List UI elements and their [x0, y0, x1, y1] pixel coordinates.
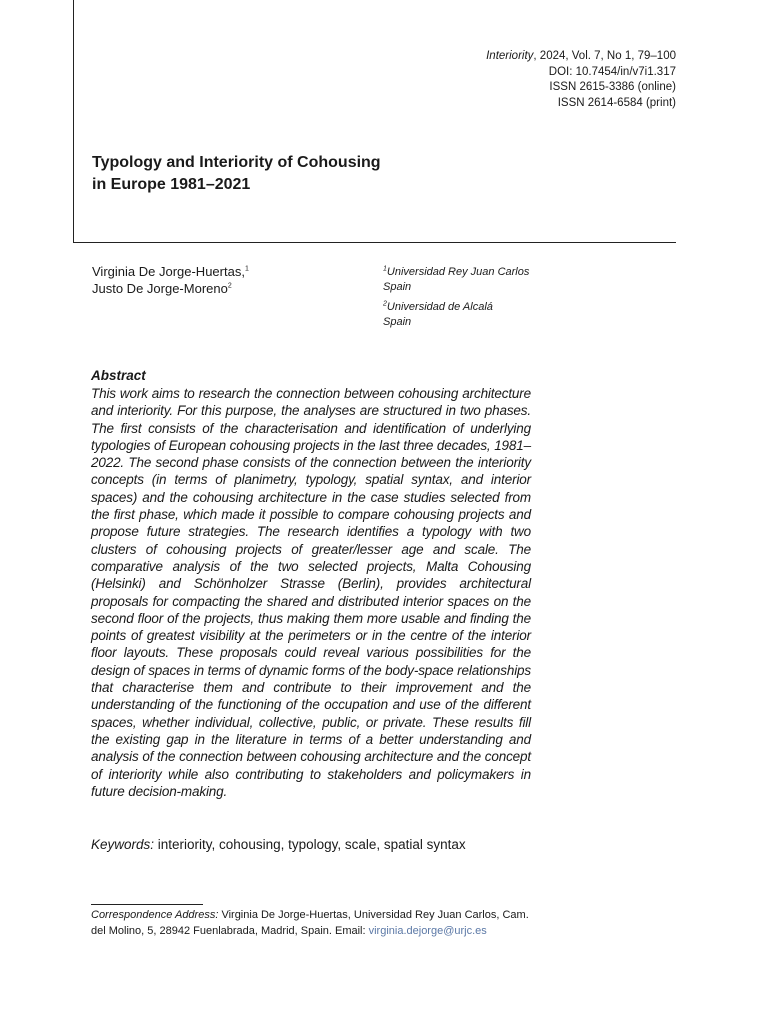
keywords-values: interiority, cohousing, typology, scale, spatial syntax [154, 837, 466, 852]
author-name: Virginia De Jorge-Huertas, [92, 264, 245, 279]
keywords [91, 836, 466, 853]
correspondence-text: Virginia De Jorge-Huertas, Universidad Rey Juan Carlos, Cam. del Molino, 5, 28942 Fuenlabrada, Madrid, Spain. Email: [91, 909, 529, 937]
journal-info [486, 49, 676, 111]
paper-title [92, 152, 512, 196]
affiliation-institution: $^1$Universidad Rey Juan Carlos [383, 265, 530, 278]
abstract-section [91, 367, 531, 800]
frame-vertical-rule [73, 0, 74, 243]
journal-details: , 2024, Vol. 7, No 1, 79–100 [533, 50, 676, 62]
doi: DOI: 10.7454/in/v7i1.317 [548, 65, 676, 78]
issn-online: ISSN 2615-3386 (online) [549, 81, 676, 93]
footnote-rule [91, 904, 203, 905]
author [92, 280, 249, 297]
journal-citation [486, 49, 676, 65]
issn-print: ISSN 2614-6584 (print) [557, 96, 676, 109]
journal-name: Interiority [486, 50, 534, 62]
correspondence-label: Correspondence Address: [91, 909, 219, 921]
correspondence-note [91, 907, 541, 939]
affiliation-marker: 2 [383, 300, 387, 308]
author-affiliation-marker: 1 [244, 265, 249, 273]
abstract-body: This work aims to research the connection between cohousing architecture and interiority. For this purpose, the analyses are structured in two phases. The first consists of the characterisation and identification of underlying typologies of European cohousing projects in the last three decades, 1981–2022. The second phase consists of the connection between the interiority concepts (in terms of planimetry, typology, spatial syntax, and interior spaces) and the cohousing architecture in the case studies selected from the first phase, which made it possible to compare cohousing projects and propose future strategies. The research identifies a typology with two clusters of cohousing projects of greater/lesser age and scale. The comparative analysis of the two selected projects, Malta Cohousing (Helsinki) and Schönholzer Strasse (Berlin), provides architectural proposals for compacting the shared and distributed interior spaces on the second floor of the projects, thus making them more usable and finding the points of greatest visibility at the perimeters or in the centre of the interior floor layouts. These proposals could reveal various possibilities for the design of spaces in terms of dynamic forms of the body-space relationships that characterise them and contribute to their improvement and the understanding of the functioning of the occupation and use of the different spaces, whether individual, collective, public, or private. These results fill the existing gap in the literature in terms of a better understanding and analysis of the connection between cohousing architecture and the concept of interiority while also contributing to stakeholders and policymakers in future decision-making. [91, 386, 531, 799]
affiliation [383, 300, 529, 329]
affiliation-country: Spain [383, 315, 412, 328]
title-line-2: in Europe 1981–2021 [92, 176, 251, 193]
author [92, 263, 249, 280]
email-link[interactable]: virginia.dejorge@urjc.es [368, 925, 487, 937]
author-affiliation-marker: 2 [227, 282, 232, 290]
author-list [92, 263, 249, 297]
affiliation [383, 265, 529, 294]
affiliation-country: Spain [383, 280, 412, 293]
title-line-1: Typology and Interiority of Cohousing [92, 154, 381, 171]
keywords-label: Keywords: [91, 837, 155, 852]
affiliation-institution: $^2$Universidad de Alcalá [383, 300, 493, 313]
author-name: Justo De Jorge-Moreno [92, 281, 228, 296]
frame-horizontal-rule [73, 242, 676, 243]
abstract-heading: Abstract [91, 368, 146, 383]
affiliation-list [383, 265, 529, 335]
affiliation-marker: 1 [383, 265, 387, 273]
